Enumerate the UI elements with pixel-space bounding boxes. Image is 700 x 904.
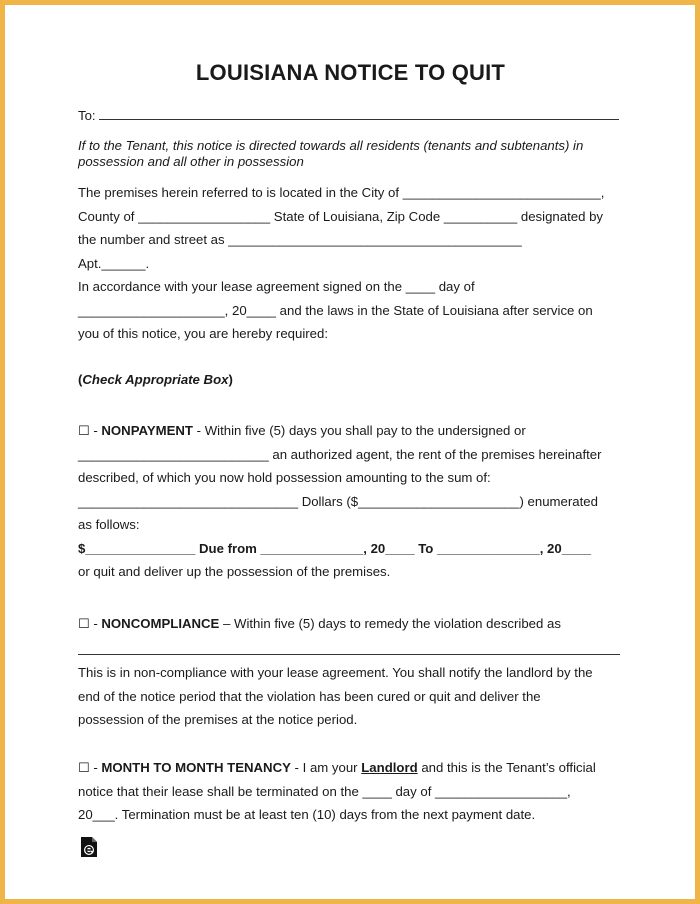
premises-line: ____________________, 20____ and the laws in the State of Louisiana after service on: [78, 302, 593, 318]
intro-italic: If to the Tenant, this notice is directed towards all residents (tenants and subtenants) in possession and all other in possession: [78, 138, 584, 169]
noncompliance-body: [78, 661, 623, 732]
premises-line: you of this notice, you are hereby required:: [78, 326, 328, 341]
month-to-month-line: notice that their lease shall be terminated on the ____ day of __________________,: [78, 783, 571, 799]
premises-line: The premises herein referred to is located in the City of ___________________________,: [78, 185, 605, 200]
premises-line: the number and street as ________________________________________: [78, 232, 522, 247]
to-blank[interactable]: [99, 109, 619, 120]
to-label: To:: [78, 108, 96, 123]
nonpayment-section: ☐ - NONPAYMENT - Within five (5) days you shall pay to the undersigned or __________________________ an authorized agent, the rent of the premises hereinafter described, of which you now hold possession amounting to the sum of: ______________________________ Dollars ($______________________) enumerated as follows: $_______________ Due from ______________, 20____ To ______________, 20____ or quit and deliver up the possession of the premises.: [78, 419, 623, 584]
noncompliance-label: NONCOMPLIANCE: [101, 616, 220, 631]
nonpayment-line: or quit and deliver up the possession of the premises.: [78, 564, 391, 579]
noncompliance-checkbox[interactable]: ☐: [78, 616, 90, 631]
check-box-heading: (Check Appropriate Box): [78, 372, 233, 387]
nonpayment-line: as follows:: [78, 517, 140, 532]
landlord-label: Landlord: [361, 760, 418, 775]
noncompliance-line: This is in non-compliance with your lease agreement. You shall notify the landlord by the: [78, 665, 593, 680]
month-to-month-line: 20___. Termination must be at least ten (10) days from the next payment date.: [78, 807, 536, 822]
premises-line: In accordance with your lease agreement signed on the ____ day of: [78, 279, 475, 294]
violation-blank[interactable]: [78, 654, 620, 655]
noncompliance-line: possession of the premises at the notice period.: [78, 712, 358, 727]
noncompliance-line: end of the notice period that the violation has been cured or quit and deliver the: [78, 688, 541, 704]
nonpayment-label: NONPAYMENT: [101, 423, 193, 438]
noncompliance-section: ☐ - NONCOMPLIANCE – Within five (5) days to remedy the violation described as: [78, 616, 561, 631]
to-line: [78, 104, 623, 128]
premises-line: County of __________________ State of Louisiana, Zip Code __________ designated by: [78, 208, 603, 224]
nonpayment-checkbox[interactable]: ☐: [78, 423, 90, 438]
month-to-month-checkbox[interactable]: ☐: [78, 760, 90, 775]
nonpayment-line: ______________________________ Dollars ($______________________) enumerated: [78, 493, 598, 509]
nonpayment-due-line: $_______________ Due from ______________, 20____ To ______________, 20____: [78, 540, 592, 556]
nonpayment-line: described, of which you now hold possession amounting to the sum of:: [78, 470, 491, 485]
nonpayment-line: __________________________ an authorized agent, the rent of the premises hereinafter: [78, 446, 602, 462]
document-title: LOUISIANA NOTICE TO QUIT: [195, 60, 506, 85]
month-to-month-section: ☐ - MONTH TO MONTH TENANCY - I am your Landlord and this is the Tenant’s official notice that their lease shall be terminated on the ____ day of __________________, 20___. Termination must be at least ten (10) days from the next payment date.: [78, 756, 623, 827]
eforms-logo-icon: [80, 836, 98, 858]
month-to-month-label: MONTH TO MONTH TENANCY: [101, 760, 291, 775]
premises-paragraph: [78, 181, 623, 346]
premises-line: Apt.______.: [78, 255, 150, 271]
